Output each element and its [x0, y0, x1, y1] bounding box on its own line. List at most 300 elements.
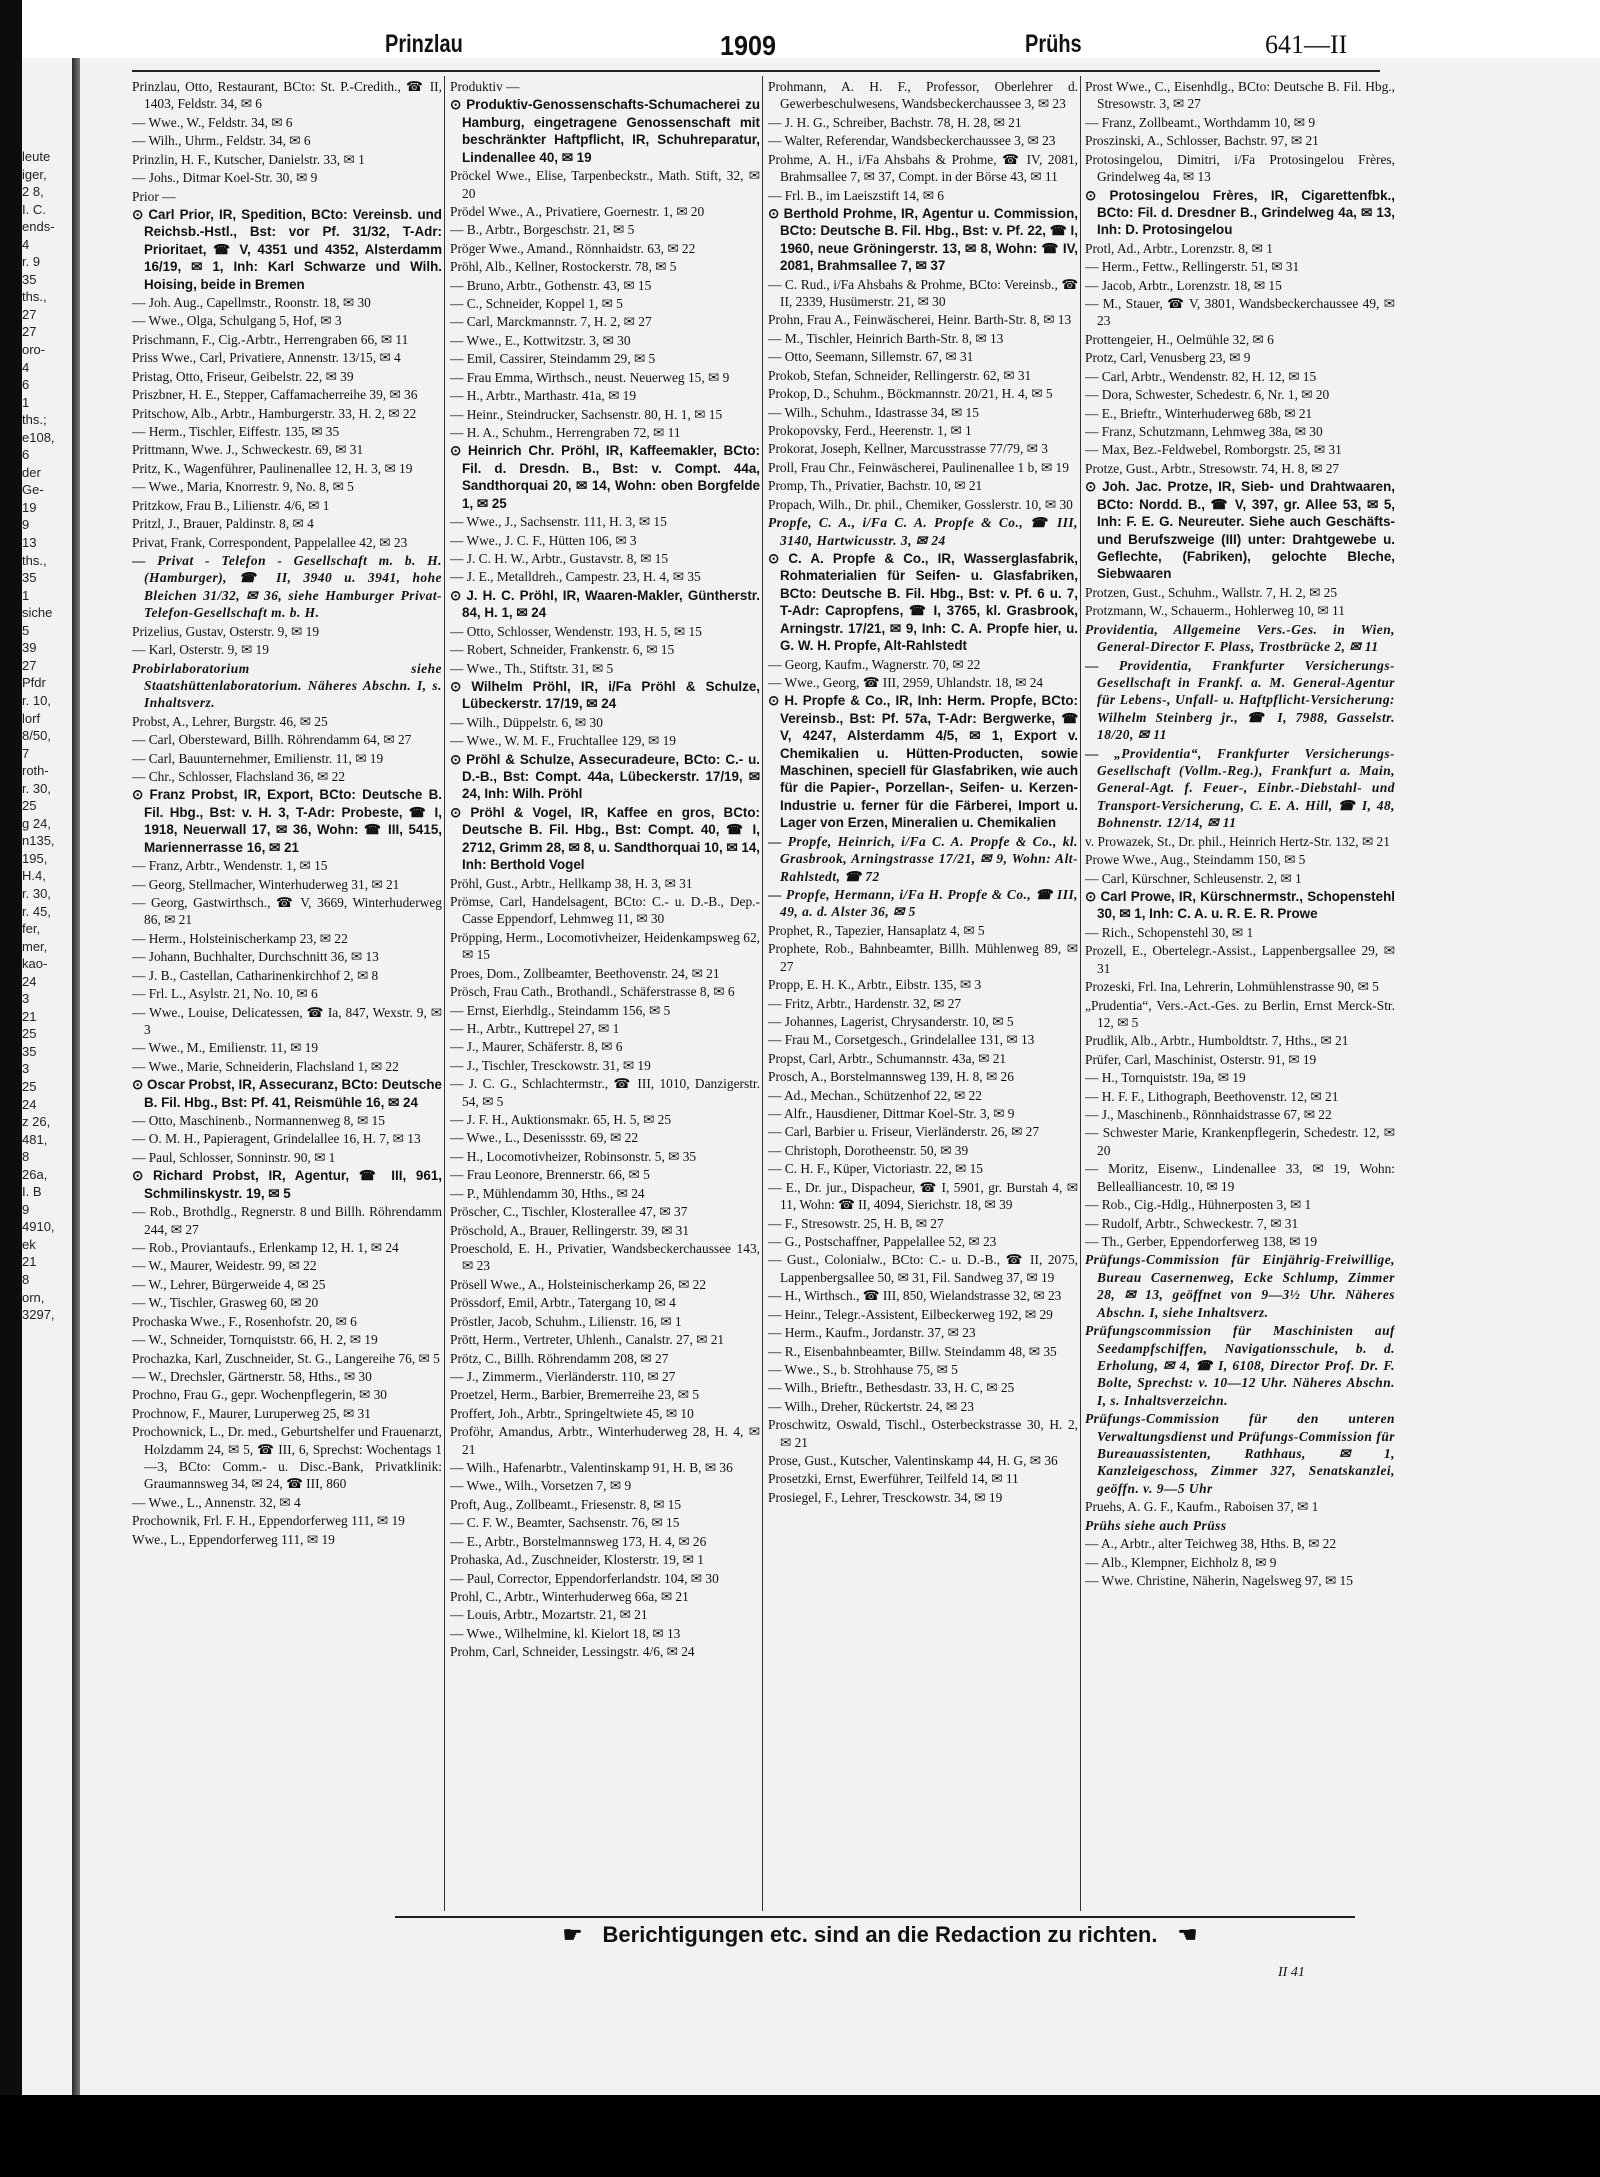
directory-entry: Pristag, Otto, Friseur, Geibelstr. 22, ✉ 39 — [132, 368, 354, 384]
directory-entry: Providentia, Allgemeine Vers.-Ges. in Wien, General-Director F. Plass, Trostbrücke 2, ✉ 11 — [1085, 621, 1395, 655]
directory-entry: Pröscher, C., Tischler, Klosterallee 47, ✉ 37 — [450, 1204, 688, 1220]
fragment-text: 39 — [22, 640, 37, 656]
directory-entry: — Wwe., Wilhelmine, kl. Kielort 18, ✉ 13 — [450, 1625, 681, 1641]
directory-entry: — Wwe., Olga, Schulgang 5, Hof, ✉ 3 — [132, 313, 342, 329]
directory-entry: Probirlaboratorium siehe Staatshüttenlaboratorium. Näheres Abschn. I, s. Inhaltsverz. — [132, 660, 442, 711]
directory-entry: — Wwe., L., Annenstr. 32, ✉ 4 — [132, 1494, 301, 1510]
fragment-text: 19 — [22, 499, 37, 515]
firm-entry: ⊙ Carl Prowe, IR, Kürschnermstr., Schopenstehl 30, ✉ 1, Inh: C. A. u. R. E. R. Prowe — [1085, 888, 1395, 922]
directory-entry: Pröhl, Alb., Kellner, Rostockerstr. 78, ✉ 5 — [450, 259, 677, 275]
fragment-text: Pfdr — [22, 675, 46, 691]
directory-entry: — Rob., Brothdlg., Regnerstr. 8 und Billh. Röhrendamm 244, ✉ 27 — [132, 1204, 442, 1237]
fragment-text: 8 — [22, 1272, 30, 1287]
directory-entry: — Otto, Maschinenb., Normannenweg 8, ✉ 15 — [132, 1113, 385, 1129]
directory-entry: Prittmann, Wwe. J., Schweckestr. 69, ✉ 31 — [132, 442, 364, 458]
directory-entry: — C. F. W., Beamter, Sachsenstr. 76, ✉ 15 — [450, 1515, 680, 1531]
directory-entry: — Otto, Schlosser, Wendenstr. 193, H. 5, ✉ 15 — [450, 623, 702, 639]
directory-entry: — Dora, Schwester, Schedestr. 6, Nr. 1, ✉ 20 — [1085, 387, 1330, 403]
directory-entry: — Alfr., Hausdiener, Dittmar Koel-Str. 3, ✉ 9 — [768, 1106, 1015, 1122]
directory-entry: Prochaska Wwe., F., Rosenhofstr. 20, ✉ 6 — [132, 1313, 357, 1329]
fragment-text: 24 — [22, 973, 37, 989]
fragment-text: r. 30, — [22, 885, 51, 901]
fragment-text: 3297, — [22, 1307, 55, 1323]
directory-entry: — Ad., Mechan., Schützenhof 22, ✉ 22 — [768, 1087, 982, 1103]
footer-text: Berichtigungen etc. sind an die Redaction zu richten. — [602, 1922, 1158, 1947]
fragment-text: 4910, — [22, 1219, 55, 1235]
directory-entry: — Gust., Colonialw., BCto: C.- u. D.-B., ☎ II, 2075, Lappenbergsallee 50, ✉ 31, Fil. Sandweg 37, ✉ 19 — [768, 1252, 1078, 1285]
directory-entry: Prokorat, Joseph, Kellner, Marcusstrasse 77/79, ✉ 3 — [768, 441, 1048, 457]
previous-page-fragments — [22, 148, 70, 1324]
directory-entry: — Wwe., M., Emilienstr. 11, ✉ 19 — [132, 1040, 319, 1056]
scan-border-left — [0, 0, 22, 2177]
fragment-text: I. B — [22, 1184, 42, 1200]
directory-entry: — Jacob, Arbtr., Lorenzstr. 18, ✉ 15 — [1085, 277, 1282, 293]
directory-entry: Proföhr, Amandus, Arbtr., Winterhuderweg 28, H. 4, ✉ 21 — [450, 1424, 760, 1457]
directory-entry: — Carl, Marckmannstr. 7, H. 2, ✉ 27 — [450, 314, 652, 330]
directory-entry: — Carl, Kürschner, Schleusenstr. 2, ✉ 1 — [1085, 870, 1302, 886]
directory-entry: — M., Stauer, ☎ V, 3801, Wandsbeckerchaussee 49, ✉ 23 — [1085, 296, 1395, 329]
firm-entry: ⊙ Oscar Probst, IR, Assecuranz, BCto: Deutsche B. Fil. Hbg., Bst: Pf. 41, Reismühle 16, ✉ 24 — [132, 1077, 442, 1110]
directory-entry: — C., Schneider, Koppel 1, ✉ 5 — [450, 296, 623, 312]
directory-entry: — H. A., Schuhm., Herrengraben 72, ✉ 11 — [450, 425, 681, 441]
directory-entry: Prophete, Rob., Bahnbeamter, Billh. Mühlenweg 89, ✉ 27 — [768, 941, 1078, 974]
directory-entry: — Wilh., Uhrm., Feldstr. 34, ✉ 6 — [132, 133, 311, 149]
directory-entry: Prochno, Frau G., gepr. Wochenpflegerin, ✉ 30 — [132, 1387, 387, 1403]
fragment-text: 25 — [22, 798, 37, 814]
directory-entry: — Rich., Schopenstehl 30, ✉ 1 — [1085, 924, 1254, 940]
fragment-text: 2 8, — [22, 184, 44, 200]
fragment-text: 24 — [22, 1096, 37, 1112]
fragment-text: 26a, — [22, 1166, 48, 1182]
directory-entry: — Karl, Osterstr. 9, ✉ 19 — [132, 642, 269, 658]
fragment-text: 7 — [22, 745, 30, 761]
directory-entry: — E., Dr. jur., Dispacheur, ☎ I, 5901, gr. Burstah 4, ✉ 11, Wohn: ☎ II, 4094, Sierichstr. 18, ✉ 39 — [768, 1179, 1078, 1213]
directory-entry: — Herm., Holsteinischerkamp 23, ✉ 22 — [132, 930, 348, 946]
directory-entry: Pritz, K., Wagenführer, Paulinenallee 12, H. 3, ✉ 19 — [132, 460, 413, 476]
directory-entry: — J., Zimmerm., Vierländerstr. 110, ✉ 27 — [450, 1368, 676, 1384]
directory-entry: — C. Rud., i/Fa Ahsbahs & Prohme, BCto: Vereinsb., ☎ II, 2339, Husümerstr. 21, ✉ 30 — [768, 276, 1078, 310]
directory-entry: — Johannes, Lagerist, Chrysanderstr. 10, ✉ 5 — [768, 1013, 1014, 1029]
directory-entry: Prösell Wwe., A., Holsteinischerkamp 26, ✉ 22 — [450, 1276, 707, 1292]
directory-entry: Prüfungs-Commission für den unteren Verwaltungsdienst und Prüfungs-Commission für Bureauassistenten, Rathhaus, ✉ 1, Kanzleigeschoss, Zimmer 327, Senatskanzlei, geöffn. v. 9—5 Uhr — [1085, 1411, 1395, 1496]
directory-entry: — Wwe., L., Desenissstr. 69, ✉ 22 — [450, 1130, 639, 1146]
directory-entry: — F., Stresowstr. 25, H. B, ✉ 27 — [768, 1215, 944, 1231]
directory-entry: — Wwe., W., Feldstr. 34, ✉ 6 — [132, 114, 293, 130]
fragment-text: leute — [22, 149, 51, 164]
directory-entry: — Providentia, Frankfurter Versicherungs-Gesellschaft in Frankf. a. M. General-Agentur für Lebens-, Unfall- u. Haftpflicht-Versicherung: Wilhelm Steinberg jr., ☎ I, 7988, Gasselstr. 18/20, ✉ 11 — [1085, 657, 1395, 743]
directory-entry: — Frau Leonore, Brennerstr. 66, ✉ 5 — [450, 1167, 650, 1183]
directory-entry: — Rob., Cig.-Hdlg., Hühnerposten 3, ✉ 1 — [1085, 1197, 1312, 1213]
directory-entry: — Johann, Buchhalter, Durchschnitt 36, ✉ 13 — [132, 949, 379, 965]
directory-entry: — Wwe., Maria, Knorrestr. 9, No. 8, ✉ 5 — [132, 479, 354, 495]
firm-entry: ⊙ Richard Probst, IR, Agentur, ☎ III, 961, Schmilinskystr. 19, ✉ 5 — [132, 1168, 442, 1201]
directory-entry: Prokop, D., Schuhm., Böckmannstr. 20/21, H. 4, ✉ 5 — [768, 386, 1053, 402]
fragment-text: 8/50, — [22, 728, 51, 744]
directory-entry: — Johs., Ditmar Koel-Str. 30, ✉ 9 — [132, 170, 318, 186]
directory-entry: — Propfe, Heinrich, i/Fa C. A. Propfe & Co., kl. Grasbrook, Arningstrasse 17/21, ✉ 9, Wohn: Alt-Rahlstedt, ☎ 72 — [768, 833, 1078, 884]
directory-entry: Proll, Frau Chr., Feinwäscherei, Paulinenallee 1 b, ✉ 19 — [768, 459, 1069, 475]
directory-entry: Protl, Ad., Arbtr., Lorenzstr. 8, ✉ 1 — [1085, 240, 1273, 256]
directory-entry: Prött, Herm., Vertreter, Uhlenh., Canalstr. 27, ✉ 21 — [450, 1332, 725, 1348]
directory-entry: Propfe, C. A., i/Fa C. A. Propfe & Co., ☎ III, 3140, Hartwicusstr. 3, ✉ 24 — [768, 515, 1078, 548]
fragment-text: 27 — [22, 657, 37, 673]
directory-entry: — Schwester Marie, Krankenpflegerin, Schedestr. 12, ✉ 20 — [1085, 1125, 1395, 1158]
directory-entry: — Wilh., Dreher, Rückertstr. 24, ✉ 23 — [768, 1398, 974, 1414]
firm-entry: ⊙ Produktiv-Genossenschafts-Schumacherei zu Hamburg, eingetragene Genossenschaft mit beschränkter Haftpflicht, IR, Schuhreparatur, Lindenallee 40, ✉ 19 — [450, 97, 760, 165]
directory-entry: Prüfungs-Commission für Einjährig-Freiwillige, Bureau Casernenweg, Ecke Schlump, Zimmer 28, ✉ 13, geöffnet von 9—3½ Uhr. Näheres Abschn. I, siehe Inhaltsverz. — [1085, 1252, 1395, 1320]
directory-entry: — W., Lehrer, Bürgerweide 4, ✉ 25 — [132, 1276, 326, 1292]
fragment-text: 6 — [22, 447, 30, 463]
directory-entry: Pröschold, A., Brauer, Rellingerstr. 39, ✉ 31 — [450, 1222, 690, 1238]
directory-entry: — „Providentia“, Frankfurter Versicherungs-Gesellschaft (Vollm.-Reg.), Frankfurt a. Main, General-Agt. f. Feuer-, Einbr.-Diebstahl- und Transport-Versicherung, C. E. A. Hill, ☎ I, 48, Bohnenstr. 12/14, ✉ 11 — [1085, 745, 1395, 831]
column-2 — [450, 78, 760, 1908]
directory-entry: — J. B., Castellan, Catharinenkirchhof 2, ✉ 8 — [132, 967, 379, 983]
directory-entry: — J., Maschinenb., Rönnhaidstrasse 67, ✉ 22 — [1085, 1107, 1332, 1123]
directory-entry: — Wwe. Christine, Näherin, Nagelsweg 97, ✉ 15 — [1085, 1573, 1353, 1589]
fragment-text: iger, — [22, 166, 47, 182]
directory-entry: — J., Maurer, Schäferstr. 8, ✉ 6 — [450, 1039, 623, 1055]
directory-entry: — R., Eisenbahnbeamter, Billw. Steindamm 48, ✉ 35 — [768, 1343, 1057, 1359]
header-year: 1909 — [720, 30, 777, 61]
directory-entry: — Chr., Schlosser, Flachsland 36, ✉ 22 — [132, 769, 346, 785]
directory-entry: Prottengeier, H., Oelmühle 32, ✉ 6 — [1085, 331, 1274, 347]
directory-entry: — H., Locomotivheizer, Robinsonstr. 5, ✉ 35 — [450, 1148, 697, 1164]
directory-entry: — H., Tornquiststr. 19a, ✉ 19 — [1085, 1070, 1246, 1086]
directory-entry: Produktiv — — [450, 79, 520, 94]
directory-entry: — Wwe., Wilh., Vorsetzen 7, ✉ 9 — [450, 1478, 632, 1494]
fragment-text: mer, — [22, 938, 48, 954]
firm-entry: ⊙ Joh. Jac. Protze, IR, Sieb- und Drahtwaaren, BCto: Nordd. B., ☎ V, 397, gr. Allee 53, ✉ 5, Inh: F. E. G. Neureuter. Siehe auch Geschäfts- und Berufszweige (III) unter: Drahtgewebe u. Geflechte, (Fabriken), gelochte Bleche, Siebwaaren — [1085, 479, 1395, 582]
fragment-text: siche — [22, 605, 53, 621]
fragment-text: 27 — [22, 306, 37, 322]
directory-entry: — H. F. F., Lithograph, Beethovenstr. 12, ✉ 21 — [1085, 1088, 1339, 1104]
directory-entry: — Franz, Zollbeamt., Worthdamm 10, ✉ 9 — [1085, 114, 1316, 130]
directory-entry: Prokob, Stefan, Schneider, Rellingerstr. 62, ✉ 31 — [768, 367, 1032, 383]
header-left-word: Prinzlau — [385, 30, 463, 58]
fragment-text: 13 — [22, 535, 37, 551]
fragment-text: r. 9 — [22, 254, 41, 270]
directory-entry: — Alb., Klempner, Eichholz 8, ✉ 9 — [1085, 1554, 1277, 1570]
directory-entry: Protzen, Gust., Schuhm., Wallstr. 7, H. 2, ✉ 25 — [1085, 584, 1338, 600]
directory-entry: — Carl, Arbtr., Wendenstr. 82, H. 12, ✉ 15 — [1085, 368, 1317, 384]
directory-entry: Prosiegel, F., Lehrer, Tresckowstr. 34, ✉ 19 — [768, 1489, 1003, 1505]
directory-entry: — Wwe., J. C. F., Hütten 106, ✉ 3 — [450, 532, 637, 548]
directory-entry: — Carl, Obersteward, Billh. Röhrendamm 64, ✉ 27 — [132, 732, 412, 748]
directory-entry: — Paul, Schlosser, Sonninstr. 90, ✉ 1 — [132, 1149, 336, 1165]
directory-entry: — Wwe., J., Sachsenstr. 111, H. 3, ✉ 15 — [450, 514, 667, 530]
directory-entry: Prudlik, Alb., Arbtr., Humboldtstr. 7, Hths., ✉ 21 — [1085, 1033, 1349, 1049]
directory-entry: — Frl. L., Asylstr. 21, No. 10, ✉ 6 — [132, 986, 318, 1002]
directory-entry: — Walter, Referendar, Wandsbeckerchaussee 3, ✉ 23 — [768, 133, 1056, 149]
fragment-text: 35 — [22, 1043, 37, 1059]
directory-entry: — Franz, Arbtr., Wendenstr. 1, ✉ 15 — [132, 858, 328, 874]
fragment-text: 21 — [22, 1254, 37, 1270]
directory-entry: Prühs siehe auch Prüss — [1085, 1517, 1227, 1533]
fragment-text: 5 — [22, 622, 30, 638]
directory-entry: — Herm., Kaufm., Jordanstr. 37, ✉ 23 — [768, 1325, 976, 1341]
directory-entry: Prösch, Frau Cath., Brothandl., Schäferstrasse 8, ✉ 6 — [450, 984, 735, 1000]
header-page-number: 641—II — [1265, 30, 1348, 59]
directory-entry: Prochnow, F., Maurer, Luruperweg 25, ✉ 31 — [132, 1405, 371, 1421]
directory-entry: Proschwitz, Oswald, Tischl., Osterbeckstrasse 30, H. 2, ✉ 21 — [768, 1417, 1078, 1450]
directory-entry: — Emil, Cassirer, Steindamm 29, ✉ 5 — [450, 351, 656, 367]
directory-entry: — H., Wirthsch., ☎ III, 850, Wielandstrasse 32, ✉ 23 — [768, 1288, 1062, 1304]
directory-entry: — J. C. H. W., Arbtr., Gustavstr. 8, ✉ 15 — [450, 550, 669, 566]
fragment-text: ths.; — [22, 412, 47, 428]
directory-entry: Prüfer, Carl, Maschinist, Osterstr. 91, ✉ 19 — [1085, 1051, 1317, 1067]
fragment-text: fer, — [22, 921, 41, 937]
fragment-text: 481, — [22, 1131, 48, 1147]
directory-entry: Pröstler, Jacob, Schuhm., Lilienstr. 16, ✉ 1 — [450, 1313, 682, 1329]
directory-entry: — Privat - Telefon - Gesellschaft m. b. H. (Hamburger), ☎ II, 3940 u. 3941, hohe Bleichen 31/32, ✉ 36, siehe Hamburger Privat-Telefon-Gesellschaft m. b. H. — [132, 552, 442, 621]
directory-entry: — Christoph, Dorotheenstr. 50, ✉ 39 — [768, 1142, 969, 1158]
directory-entry: Pröhl, Gust., Arbtr., Hellkamp 38, H. 3, ✉ 31 — [450, 875, 693, 891]
directory-entry: Prohm, Carl, Schneider, Lessingstr. 4/6, ✉ 24 — [450, 1644, 695, 1660]
firm-entry: ⊙ Wilhelm Pröhl, IR, i/Fa Pröhl & Schulze, Lübeckerstr. 17/19, ✉ 24 — [450, 678, 760, 712]
directory-entry: Pritzkow, Frau B., Lilienstr. 4/6, ✉ 1 — [132, 497, 330, 513]
directory-entry: — Georg, Kaufm., Wagnerstr. 70, ✉ 22 — [768, 656, 981, 672]
fragment-text: 27 — [22, 324, 37, 340]
fragment-text: 4 — [22, 359, 30, 375]
directory-entry: — B., Arbtr., Borgeschstr. 21, ✉ 5 — [450, 222, 635, 238]
fragment-text: 6 — [22, 377, 30, 393]
directory-entry: — Bruno, Arbtr., Gothenstr. 43, ✉ 15 — [450, 277, 652, 293]
directory-entry: — Max, Bez.-Feldwebel, Romborgstr. 25, ✉ 31 — [1085, 442, 1342, 458]
directory-entry: — E., Arbtr., Borstelmannsweg 173, H. 4, ✉ 26 — [450, 1533, 707, 1549]
directory-entry: — Paul, Corrector, Eppendorferlandstr. 104, ✉ 30 — [450, 1570, 719, 1586]
directory-entry: — Propfe, Hermann, i/Fa H. Propfe & Co., ☎ III, 49, a. d. Alster 36, ✉ 5 — [768, 886, 1078, 920]
directory-entry: — Wilh., Brieftr., Bethesdastr. 33, H. C, ✉ 25 — [768, 1380, 1015, 1396]
fragment-text: 1 — [22, 394, 30, 410]
directory-entry: Prohme, A. H., i/Fa Ahsbahs & Prohme, ☎ IV, 2081, Brahmsallee 7, ✉ 37, Compt. in der Börse 43, ✉ 11 — [768, 151, 1078, 185]
footer-rule — [395, 1916, 1355, 1918]
directory-entry: — W., Schneider, Tornquiststr. 66, H. 2, ✉ 19 — [132, 1332, 378, 1348]
directory-entry: — H., Arbtr., Marthastr. 41a, ✉ 19 — [450, 388, 637, 404]
pointing-hand-right-icon: ☛ — [562, 1922, 583, 1947]
firm-entry: ⊙ Pröhl & Vogel, IR, Kaffee en gros, BCto: Deutsche B. Fil. Hbg., Bst: Compt. 40, ☎ I, 2712, Grimm 28, ✉ 8, u. Sandthorquai 10, ✉ 14, Inh: Berthold Vogel — [450, 804, 760, 873]
directory-entry: — Frau Emma, Wirthsch., neust. Neuerweg 15, ✉ 9 — [450, 369, 730, 385]
directory-entry: Prödel Wwe., A., Privatiere, Goernestr. 1, ✉ 20 — [450, 203, 705, 219]
directory-entry: — Wwe., E., Kottwitzstr. 3, ✉ 30 — [450, 332, 631, 348]
directory-entry: — H., Arbtr., Kuttrepel 27, ✉ 1 — [450, 1020, 620, 1036]
directory-entry: Propp, E. H. K., Arbtr., Eibstr. 135, ✉ 3 — [768, 977, 982, 993]
directory-entry: Protz, Carl, Venusberg 23, ✉ 9 — [1085, 350, 1251, 366]
fragment-text: ends- — [22, 219, 55, 235]
directory-entry: — C. H. F., Küper, Victoriastr. 22, ✉ 15 — [768, 1161, 983, 1177]
column-divider — [762, 76, 763, 1911]
book-spine — [72, 58, 80, 2095]
directory-entry: Propst, Carl, Arbtr., Schumannstr. 43a, ✉ 21 — [768, 1050, 1007, 1066]
directory-entry: v. Prowazek, St., Dr. phil., Heinrich Hertz-Str. 132, ✉ 21 — [1085, 833, 1390, 849]
directory-entry: — Wwe., W. M. F., Fruchtallee 129, ✉ 19 — [450, 733, 676, 749]
directory-entry: Prizelius, Gustav, Osterstr. 9, ✉ 19 — [132, 623, 320, 639]
directory-entry: Pröckel Wwe., Elise, Tarpenbeckstr., Math. Stift, 32, ✉ 20 — [450, 168, 760, 201]
column-1 — [132, 78, 442, 1908]
fragment-text: kao- — [22, 956, 48, 972]
directory-entry: — Wilh., Düppelstr. 6, ✉ 30 — [450, 714, 603, 730]
fragment-text: ths., — [22, 289, 47, 305]
directory-entry: — Wwe., Th., Stiftstr. 31, ✉ 5 — [450, 660, 614, 676]
signature-mark: II 41 — [1278, 1965, 1305, 1980]
directory-entry: Proft, Aug., Zollbeamt., Friesenstr. 8, ✉ 15 — [450, 1496, 682, 1512]
directory-entry: Prössdorf, Emil, Arbtr., Tatergang 10, ✉ 4 — [450, 1295, 676, 1311]
directory-entry: — Joh. Aug., Capellmstr., Roonstr. 18, ✉ 30 — [132, 295, 371, 311]
directory-entry: Prosch, A., Borstelmannsweg 139, H. 8, ✉ 26 — [768, 1069, 1014, 1085]
directory-entry: Prochownick, L., Dr. med., Geburtshelfer und Frauenarzt, Holzdamm 24, ✉ 5, ☎ III, 6, Sprechst: Wochentags 1—3, BCto: Comm.- u. Disc.-Bank, Privatklinik: Graumannsweg 34, ✉ 24, ☎ III, 860 — [132, 1424, 442, 1492]
directory-entry: — Georg, Stellmacher, Winterhuderweg 31, ✉ 21 — [132, 876, 400, 892]
directory-entry: — O. M. H., Papieragent, Grindelallee 16, H. 7, ✉ 13 — [132, 1131, 421, 1147]
directory-entry: — Herm., Tischler, Eiffestr. 135, ✉ 35 — [132, 424, 340, 440]
column-divider — [1080, 76, 1081, 1911]
directory-entry: — A., Arbtr., alter Teichweg 38, Hths. B, ✉ 22 — [1085, 1536, 1337, 1552]
directory-entry: — P., Mühlendamm 30, Hths., ✉ 24 — [450, 1185, 645, 1201]
directory-entry: Protze, Gust., Arbtr., Stresowstr. 74, H. 8, ✉ 27 — [1085, 460, 1340, 476]
fragment-text: 3 — [22, 1061, 30, 1077]
fragment-text: 35 — [22, 271, 37, 287]
pointing-hand-left-icon: ☚ — [1177, 1922, 1198, 1947]
directory-entry: Priszbner, H. E., Stepper, Caffamacherreihe 39, ✉ 36 — [132, 387, 418, 403]
directory-entry: Prophet, R., Tapezier, Hansaplatz 4, ✉ 5 — [768, 922, 985, 938]
directory-entry: Privat, Frank, Correspondent, Pappelallee 42, ✉ 23 — [132, 534, 408, 550]
fragment-text: der — [22, 464, 41, 480]
directory-entry: Proffert, Joh., Arbtr., Springeltwiete 45, ✉ 10 — [450, 1405, 694, 1421]
directory-entry: Prohn, Frau A., Feinwäscherei, Heinr. Barth-Str. 8, ✉ 13 — [768, 312, 1072, 328]
fragment-text: z 26, — [22, 1114, 51, 1130]
directory-entry: Prior — — [132, 188, 176, 204]
fragment-text: 9 — [22, 517, 30, 533]
fragment-text: ths., — [22, 552, 47, 568]
directory-entry: — Th., Gerber, Eppendorferweg 138, ✉ 19 — [1085, 1234, 1318, 1249]
firm-entry: ⊙ C. A. Propfe & Co., IR, Wasserglasfabrik, Rohmaterialien für Seifen- u. Glasfabriken, BCto: Deutsche B. Fil. Hbg., Bst: v. Pf. 6 u. 7, T-Adr: Capropfens, ☎ I, 3765, kl. Grasbrook, Arningstr. 17/21, ✉ 9, Inh: C. A. Propfe hier, u. G. W. H. Propfe, Alt-Rahlstedt — [768, 550, 1078, 654]
column-3 — [768, 78, 1078, 1908]
directory-entry: Prokopovsky, Ferd., Heerenstr. 1, ✉ 1 — [768, 423, 972, 439]
fragment-text: lorf — [22, 710, 41, 726]
fragment-text: g 24, — [22, 815, 51, 831]
directory-entry: — J. F. H., Auktionsmakr. 65, H. 5, ✉ 25 — [450, 1112, 672, 1128]
directory-entry: Protzmann, W., Schauerm., Hohlerweg 10, ✉ 11 — [1085, 603, 1345, 619]
fragment-text: roth- — [22, 763, 49, 779]
directory-entry: — Wwe., Louise, Delicatessen, ☎ Ia, 847, Wexstr. 9, ✉ 3 — [132, 1004, 442, 1037]
directory-entry: — Carl, Bauunternehmer, Emilienstr. 11, ✉ 19 — [132, 750, 384, 766]
directory-entry: — Robert, Schneider, Frankenstr. 6, ✉ 15 — [450, 642, 675, 658]
firm-entry: ⊙ Franz Probst, IR, Export, BCto: Deutsche B. Fil. Hbg., Bst: v. H. 3, T-Adr: Probeste, ☎ I, 1918, Neuerwall 17, ✉ 36, Wohn: ☎ III, 5415, Mariennerrasse 16, ✉ 21 — [132, 787, 442, 855]
directory-entry: Pröpping, Herm., Locomotivheizer, Heidenkampsweg 62, ✉ 15 — [450, 929, 760, 963]
fragment-text: 35 — [22, 570, 37, 586]
directory-entry: Prüfungscommission für Maschinisten auf Seedampfschiffen, Navigationsschule, b. d. Erholung, ✉ 4, ☎ I, 6108, Director Prof. Dr. F. Bolte, Sprechst: v. 10—12 Uhr. Näheres Abschn. I, s. Inhaltsverzeichn. — [1085, 1323, 1395, 1408]
directory-entry: — G., Postschaffner, Pappelallee 52, ✉ 23 — [768, 1234, 997, 1249]
directory-entry: Prohl, C., Arbtr., Winterhuderweg 66a, ✉ 21 — [450, 1589, 689, 1605]
firm-entry: ⊙ Heinrich Chr. Pröhl, IR, Kaffeemakler, BCto: Fil. d. Dresdn. B., Bst: v. Compt. 44a, Sandthorquai 20, ✉ 14, Wohn: oben Borgfelde 1, ✉ 25 — [450, 443, 760, 511]
fragment-text: H.4, — [22, 868, 46, 884]
directory-entry: Pröger Wwe., Amand., Rönnhaidstr. 63, ✉ 22 — [450, 240, 696, 256]
directory-entry: — J. E., Metalldreh., Campestr. 23, H. 4, ✉ 35 — [450, 569, 701, 585]
directory-entry: — Ernst, Eierhdlg., Steindamm 156, ✉ 5 — [450, 1002, 671, 1018]
directory-entry: — Rob., Proviantaufs., Erlenkamp 12, H. 1, ✉ 24 — [132, 1240, 399, 1255]
fragment-text: ek — [22, 1236, 36, 1252]
fragment-text: orn, — [22, 1289, 45, 1305]
directory-entry: — Moritz, Eisenw., Lindenallee 33, ✉ 19, Wohn: Bellealliancestr. 10, ✉ 19 — [1085, 1161, 1395, 1194]
directory-entry: Proes, Dom., Zollbeamter, Beethovenstr. 24, ✉ 21 — [450, 965, 720, 981]
fragment-text: 1 — [22, 587, 30, 603]
footer-note — [410, 1922, 1350, 1948]
directory-entry: Prötz, C., Billh. Röhrendamm 208, ✉ 27 — [450, 1350, 669, 1366]
directory-entry: Prochownik, Frl. F. H., Eppendorferweg 111, ✉ 19 — [132, 1513, 405, 1529]
directory-entry: — J. H. G., Schreiber, Bachstr. 78, H. 28, ✉ 21 — [768, 114, 1022, 130]
fragment-text: 21 — [22, 1008, 37, 1024]
directory-entry: „Prudentia“, Vers.-Act.-Ges. zu Berlin, Ernst Merck-Str. 12, ✉ 5 — [1085, 997, 1395, 1030]
fragment-text: r. 10, — [22, 692, 51, 708]
directory-entry: Prischmann, F., Cig.-Arbtr., Herrengraben 66, ✉ 11 — [132, 331, 409, 347]
fragment-text: 4 — [22, 236, 30, 252]
directory-entry: Prohaska, Ad., Zuschneider, Klosterstr. 19, ✉ 1 — [450, 1552, 704, 1568]
directory-entry: — Fritz, Arbtr., Hardenstr. 32, ✉ 27 — [768, 995, 962, 1011]
directory-entry: Proszinski, A., Schlosser, Bachstr. 97, ✉ 21 — [1085, 133, 1319, 149]
directory-entry: — Louis, Arbtr., Mozartstr. 21, ✉ 21 — [450, 1607, 648, 1623]
directory-entry: Proeschold, E. H., Privatier, Wandsbeckerchaussee 143, ✉ 23 — [450, 1241, 760, 1274]
directory-entry: — Carl, Barbier u. Friseur, Vierländerstr. 26, ✉ 27 — [768, 1124, 1040, 1140]
header-rule — [132, 70, 1380, 72]
directory-entry: — J., Tischler, Tresckowstr. 31, ✉ 19 — [450, 1057, 651, 1073]
directory-entry: Proetzel, Herm., Barbier, Bremerreihe 23, ✉ 5 — [450, 1387, 700, 1403]
directory-entry: — Heinr., Steindrucker, Sachsenstr. 80, H. 1, ✉ 15 — [450, 406, 723, 422]
directory-entry: Prose, Gust., Kutscher, Valentinskamp 44, H. G, ✉ 36 — [768, 1453, 1058, 1469]
fragment-text: n135, — [22, 833, 55, 849]
directory-entry: Wwe., L., Eppendorferweg 111, ✉ 19 — [132, 1531, 335, 1547]
column-divider — [444, 76, 445, 1911]
directory-entry: — Wwe., Georg, ☎ III, 2959, Uhlandstr. 18, ✉ 24 — [768, 674, 1044, 690]
fragment-text: r. 30, — [22, 780, 51, 796]
scan-border-bottom — [0, 2095, 1600, 2177]
directory-entry: Prosetzki, Ernst, Ewerführer, Teilfeld 14, ✉ 11 — [768, 1471, 1019, 1487]
directory-entry: — Wilh., Schuhm., Idastrasse 34, ✉ 15 — [768, 404, 979, 420]
fragment-text: 3 — [22, 991, 30, 1007]
firm-entry: ⊙ Berthold Prohme, IR, Agentur u. Commission, BCto: Deutsche B. Fil. Hbg., Bst: v. Pf. 22, ☎ I, 1960, neue Gröningerstr. 13, ✉ 8, Wohn: ☎ IV, 2081, Brahmsallee 7, ✉ 37 — [768, 205, 1078, 274]
directory-entry: — Frau M., Corsetgesch., Grindelallee 131, ✉ 13 — [768, 1032, 1035, 1048]
directory-entry: — M., Tischler, Heinrich Barth-Str. 8, ✉ 13 — [768, 330, 1004, 346]
fragment-text: 25 — [22, 1026, 37, 1042]
firm-entry: ⊙ Pröhl & Schulze, Assecuradeure, BCto: C.- u. D.-B., Bst: Compt. 44a, Lübeckerstr. 17/19, ✉ 24, Inh: Wilh. Pröhl — [450, 751, 760, 802]
fragment-text: e108, — [22, 429, 55, 445]
directory-entry: Prohmann, A. H. F., Professor, Oberlehrer d. Gewerbeschulwesens, Wandsbeckerchaussee 3, ✉ 23 — [768, 79, 1078, 112]
fragment-text: r. 45, — [22, 903, 51, 919]
directory-entry: — Georg, Gastwirthsch., ☎ V, 3669, Winterhuderweg 86, ✉ 21 — [132, 894, 442, 928]
header-right-word: Prühs — [1025, 30, 1082, 58]
directory-entry: Protosingelou, Dimitri, i/Fa Protosingelou Frères, Grindelweg 4a, ✉ 13 — [1085, 151, 1395, 185]
directory-entry: Pruehs, A. G. F., Kaufm., Raboisen 37, ✉ 1 — [1085, 1499, 1319, 1515]
fragment-text: 8 — [22, 1149, 30, 1165]
firm-entry: ⊙ H. Propfe & Co., IR, Inh: Herm. Propfe, BCto: Vereinsb., Bst: Pf. 57a, T-Adr: Bergwerke, ☎ V, 4247, Alsterdamm 4/5, ✉ 1, Export v. Chemikalien u. Hütten-Producten, sowie Maschinen, speciell für Glasfabriken, wie auch für die Papier-, Porzellan-, Seifen- u. Kerzen-Industrie u. ferner für die Färberei, Import u. Lager von Erzen, Mineralien u. Chemikalien — [768, 693, 1078, 831]
directory-entry: — Wilh., Hafenarbtr., Valentinskamp 91, H. B, ✉ 36 — [450, 1460, 733, 1476]
firm-entry: ⊙ J. H. C. Pröhl, IR, Waaren-Makler, Güntherstr. 84, H. 1, ✉ 24 — [450, 587, 760, 621]
directory-entry: — E., Brieftr., Winterhuderweg 68b, ✉ 21 — [1085, 405, 1313, 421]
directory-entry: — Franz, Schutzmann, Lehmweg 38a, ✉ 30 — [1085, 424, 1323, 440]
directory-entry: — W., Tischler, Grasweg 60, ✉ 20 — [132, 1295, 319, 1311]
directory-entry: Probst, A., Lehrer, Burgstr. 46, ✉ 25 — [132, 713, 328, 729]
directory-entry: — Herm., Fettw., Rellingerstr. 51, ✉ 31 — [1085, 259, 1300, 275]
fragment-text: oro- — [22, 342, 46, 358]
directory-entry: Prinzlau, Otto, Restaurant, BCto: St. P.-Credith., ☎ II, 1403, Feldstr. 34, ✉ 6 — [132, 79, 442, 112]
directory-entry: Prowe Wwe., Aug., Steindamm 150, ✉ 5 — [1085, 852, 1306, 868]
directory-entry: — Heinr., Telegr.-Assistent, Eilbeckerweg 192, ✉ 29 — [768, 1306, 1053, 1322]
firm-entry: ⊙ Carl Prior, IR, Spedition, BCto: Vereinsb. und Reichsb.-Hstl., Bst: vor Pf. 31/32, T-Adr: Prioritaet, ☎ V, 4351 und 4352, Alsterdamm 16/19, ✉ 1, Inh: Karl Schwarze und Wilh. Hoising, beide in Bremen — [132, 206, 442, 292]
directory-entry: Prozeski, Frl. Ina, Lehrerin, Lohmühlenstrasse 90, ✉ 5 — [1085, 979, 1379, 995]
directory-entry: — Rudolf, Arbtr., Schweckestr. 7, ✉ 31 — [1085, 1215, 1299, 1231]
directory-entry: — Wwe., Marie, Schneiderin, Flachsland 1, ✉ 22 — [132, 1058, 399, 1074]
directory-entry: — J. C. G., Schlachtermstr., ☎ III, 1010, Danzigerstr. 54, ✉ 5 — [450, 1076, 760, 1109]
directory-entry: Pritschow, Alb., Arbtr., Hamburgerstr. 33, H. 2, ✉ 22 — [132, 405, 417, 421]
directory-entry: Prozell, E., Obertelegr.-Assist., Lappenbergsallee 29, ✉ 31 — [1085, 943, 1395, 976]
directory-entry: — Otto, Seemann, Sillemstr. 67, ✉ 31 — [768, 349, 974, 365]
